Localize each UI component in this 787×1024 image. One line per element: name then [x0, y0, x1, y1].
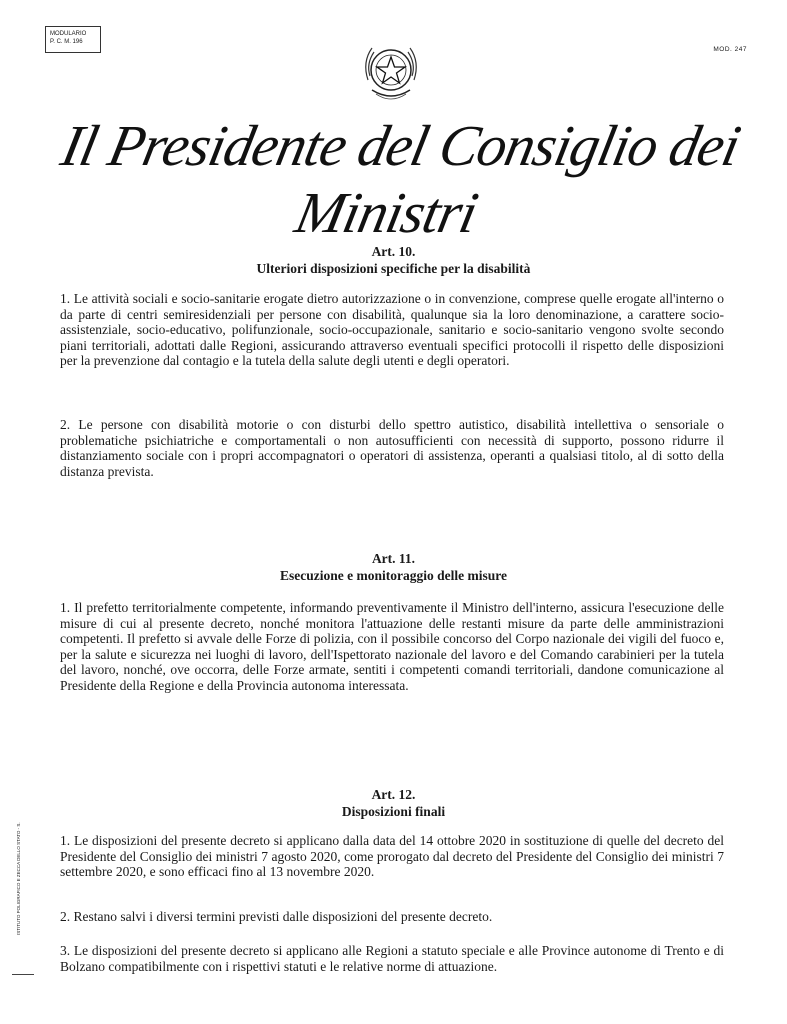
- article-10-paragraph-1: 1. Le attività sociali e socio-sanitarie erogate dietro autorizzazione o in convenzione, comprese quelle erogate all'interno o da parte di centri semiresidenziali per persone con disabilità, qualunque sia la loro denominazione, a carattere socio-assistenziale, socio-educativo, polifunzionale, socio-occupazionale, sanitario e socio-sanitario vengono svolte secondo piani territoriali, adottati dalle Regioni, assicurando attraverso eventuali specifici protocolli il rispetto delle disposizioni per la prevenzione dal contagio e la tutela della salute degli utenti e degli operatori.: [60, 291, 724, 369]
- article-10-title: Ulteriori disposizioni specifiche per la disabilità: [256, 261, 531, 276]
- stamp-line-1: MODULARIO: [50, 31, 87, 37]
- article-10-number: Art. 10.: [371, 244, 416, 259]
- article-12-paragraph-3: 3. Le disposizioni del presente decreto si applicano alle Regioni a statuto speciale e alle Province autonome di Trento e di Bolzano compatibilmente con i rispettivi statuti e le relative norme di attuazione.: [60, 943, 724, 974]
- article-10-paragraph-2: 2. Le persone con disabilità motorie o con disturbi dello spettro autistico, disabilità intellettiva o sensoriale o problematiche psichiatriche e comportamentali o non autosufficienti con necessità di supporto, possono ridurre il distanziamento sociale con i propri accompagnatori o operatori di assistenza, operanti a qualsiasi titolo, al di sotto della distanza prevista.: [60, 417, 724, 479]
- document-heading: Il Presidente del Consiglio dei Ministri: [55, 113, 746, 245]
- article-11-title: Esecuzione e monitoraggio delle misure: [280, 568, 507, 583]
- article-12-number: Art. 12.: [371, 787, 416, 802]
- article-12-paragraph-1: 1. Le disposizioni del presente decreto si applicano dalla data del 14 ottobre 2020 in sostituzione di quelle del decreto del Presidente del Consiglio dei ministri 7 agosto 2020, come prorogato dal decreto del Presidente del Consiglio dei ministri 7 settembre 2020, e sono efficaci fino al 13 novembre 2020.: [60, 833, 724, 880]
- mod-number: MOD. 247: [713, 46, 747, 53]
- article-12-paragraph-2: 2. Restano salvi i diversi termini previsti dalle disposizioni del presente decreto.: [60, 909, 493, 924]
- article-11-paragraph-1: 1. Il prefetto territorialmente competente, informando preventivamente il Ministro dell'interno, assicura l'esecuzione delle misure di cui al presente decreto, nonché monitora l'attuazione delle restanti misure da parte delle amministrazioni competenti. Il prefetto si avvale delle Forze di polizia, con il possibile concorso del Corpo nazionale dei vigili del fuoco e, per la salute e sicurezza nei luoghi di lavoro, dell'Ispettorato nazionale del lavoro e del Comando carabinieri per la tutela del lavoro, nonché, ove occorra, delle Forze armate, sentiti i competenti comandi territoriali, dandone comunicazione al Presidente della Regione e della Provincia autonoma interessata.: [60, 600, 724, 693]
- stamp-line-2: P. C. M. 196: [50, 39, 83, 45]
- side-imprint-text: ISTITUTO POLIGRAFICO E ZECCA DELLO STATO - S.: [16, 822, 21, 935]
- article-12-title: Disposizioni finali: [341, 804, 446, 819]
- modulario-stamp: [45, 26, 101, 53]
- article-11-number: Art. 11.: [371, 551, 416, 566]
- italian-republic-emblem-icon: [356, 40, 426, 108]
- side-imprint: [14, 735, 26, 935]
- margin-mark: [12, 974, 34, 975]
